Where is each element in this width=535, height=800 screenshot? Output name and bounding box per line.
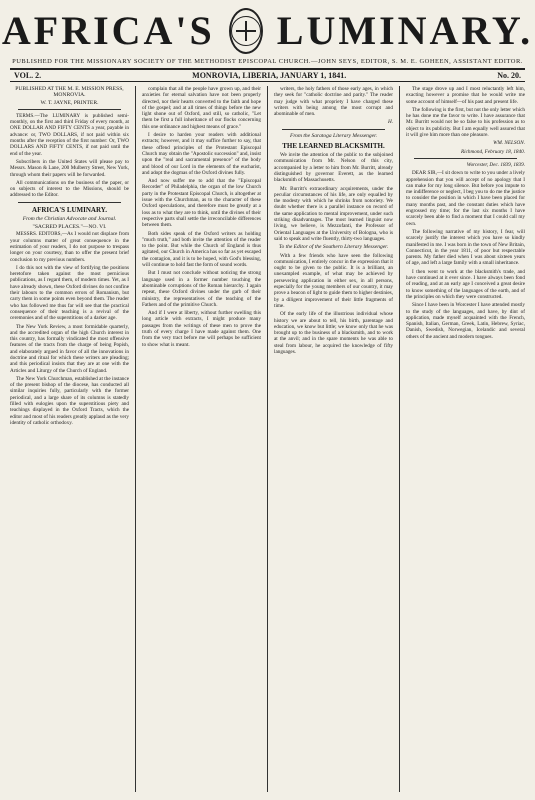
essay-paragraph: MESSRS. EDITORS,—As I would not displace from your columns matter of great consequence in the estimation of your readers, I do not purpose to trespass longer on your courtesy, than to offer the present brief conclusion to my previous numbers. xyxy=(10,231,129,263)
issue-bar xyxy=(10,68,525,82)
volume-label: VOL. 2. xyxy=(14,71,42,80)
terms-paragraph: TERMS.—The LUMINARY is published semi-monthly, on the first and third Friday of every month, at ONE DOLLAR AND FIFTY CENTS a year, payable in advance: or, TWO DOLLARS, if not paid within six months after the reception of the first number: Or, TWO DOLLARS AND FIFTY CENTS, if not paid until the end of the year. xyxy=(10,112,129,157)
masthead xyxy=(1,6,534,56)
essay-paragraph: I do this not with the view of fortifying the positions heretofore taken against the most pernicious publications, as I regard them, of modern times. Yet, as I have already shown, these Oxford divines do not confine their labours to the common errors of Romanism, but carry them in some points even beyond them. The reader who has followed me thus far will see that the practical consequence of their teaching is a revival of the ceremonies and of the superstitions of a darker age. xyxy=(10,264,129,322)
divider xyxy=(18,109,121,110)
letter-paragraph: I then went to work at the blacksmith's trade, and have continued at it ever since. I have always been fond of reading, and at an early age I conceived a great desire to know something of the languages of the earth, and of the principles on which they were constructed. xyxy=(406,268,525,300)
printer-line: W. T. JAYNE, PRINTER. xyxy=(40,99,99,106)
column-4 xyxy=(406,86,525,792)
divider xyxy=(414,158,517,159)
communications-paragraph: All communications on the business of the paper, or on subjects of interest to the Missions, should be addressed to the Editor. xyxy=(10,179,129,199)
essay-paragraph: writers, the holy fathers of those early ages, in which they seek for "catholic doctrine and parity." The reader may judge with what propriety I have charged these writers with being among the most corrupt and abominable of men. xyxy=(274,86,393,118)
imprint-line: PUBLISHED AT THE M. E. MISSION PRESS, MONROVIA. xyxy=(15,86,124,99)
essay-paragraph: complain that all the people have grown up, and their anxieties for eternal salvation have not been properly directed, nor their hearts converted to the faith and hope of the gospel; and at all times of things before the new light shone out of Oxford, and still, so catholic, "Let them be first a full inheritance of our flocks concerning this one ordinance and highest means of grace." xyxy=(142,86,261,130)
masthead-right-word: LUMINARY. xyxy=(276,8,534,53)
publisher-line: PUBLISHED FOR THE MISSIONARY SOCIETY OF THE METHODIST EPISCOPAL CHURCH.—JOHN SEYS, EDITOR, S. M. E. GOHEEN, ASSISTANT EDITOR. xyxy=(12,58,523,65)
column-1 xyxy=(10,86,129,792)
place-date: MONROVIA, LIBERIA, JANUARY 1, 1841. xyxy=(192,71,347,80)
column-rule xyxy=(135,86,136,792)
section-heading: AFRICA'S LUMINARY. xyxy=(32,205,107,214)
article-columns xyxy=(10,86,525,792)
letter-paragraph: The following narrative of my history, I fear, will scarcely justify the interest which you have so kindly manifested in me. I was born in the town of New Britain, Connecticut, in the year 1811, of poor but respectable parents. My father died when I was about sixteen years of age, and left a large family with a small inheritance. xyxy=(406,228,525,267)
letter-place: Richmond, February 18, 1840. xyxy=(461,148,525,155)
article-paragraph: With a few friends who have seen the following communication, I entirely concur in the expression that it ought to be given to the public. It is a brilliant, an unexampled example, of what may be achieved by persevering application in either sex, in all persons, especially for the young members of our country, it may prove a beacon of light to guide them to higher destinies, by a diligent improvement of their little fragments of time. xyxy=(274,252,393,309)
masthead-left-word: AFRICA'S xyxy=(1,8,215,53)
subscribers-paragraph: Subscribers in the United States will please pay to Messrs. Mason & Lane, 200 Mulberry Street, New York, through whom their papers will be forwarded. xyxy=(10,158,129,178)
divider xyxy=(282,129,385,130)
article-paragraph: The following is the first, but not the only letter which he has done me the favor to write. I have assurance that Mr. Burritt would not be so false to his profession as to object to its publicity. But I am equally well assured that it will give him more than one pleasure. xyxy=(406,106,525,139)
issue-number: No. 20. xyxy=(497,71,521,80)
essay-paragraph: I desire to harden your readers with additional extracts; however, and it may suffice further to say, that these offend principles of the Protestant Episcopal Church may obtain the "Apostolic succession" and, insist upon the "real and sacramental presence" of the body and blood of our Lord in the elements of the eucharist, and adopt the dogmas of the Oxford divines fully. xyxy=(142,132,261,176)
letter-place: Worcester, Dec. 1839, 1839. xyxy=(466,161,525,168)
article-heading: THE LEARNED BLACKSMITH. xyxy=(282,142,385,151)
article-paragraph: We invite the attention of the public to the subjoined communication from Mr. Nelson of this city, accompanied by a letter to him from Mr. Burritt, already distinguished by governor Everett, as the learned blacksmith of Massachusetts. xyxy=(274,152,393,184)
essay-paragraph: The New York Review, a most formidable quarterly, and the accredited organ of the high Church interest in this country, has formally vindicated the most offensive features of the tracts from the charge of being Popish, and elaborately argued in favor of all the innovations in doctrine and ritual for which these writers are pleading; and this periodical insists that they are at one with the Articles and Liturgy of the Church of England. xyxy=(10,323,129,374)
letter-signature: WM. NELSON. xyxy=(493,140,525,147)
letter-paragraph: Since I have been in Worcester I have attended mostly to the study of the languages, and have, by dint of application, made myself acquainted with the French, Spanish, Italian, German, Greek, Latin, Hebrew, Syriac, Danish, Swedish, Norwegian, Icelandic and several others of the ancient and modern tongues. xyxy=(406,302,525,340)
article-paragraph: Of the early life of the illustrious individual whose history we are about to tell, his birth, parentage and education, we know but little; we know only that he was brought up to the business of a blacksmith, and to work at the anvil; and in the spare moments he was able to steal from labour, he acquired the knowledge of fifty languages. xyxy=(274,311,393,355)
essay-paragraph: The New York Churchman, established at the instance of the present bishop of the diocese, has conducted all similar inquiries fully, particularly with the former periodical, and a large share of its columns is statedly filled with eulogies upon the superstitious piety and teachings displayed in the Oxford Tracts, which the editor and most of his readers greatly applaud as the very identity of catholic orthodoxy. xyxy=(10,375,129,426)
essay-paragraph: Both sides speak of the Oxford writers as holding "much truth," and both invite the attention of the reader to the point. But while the Church of England is thus agitated, our Church in America has so far as yet escaped the contagion, and it is to be hoped, with God's blessing, will continue to hold fast the form of sound words. xyxy=(142,230,261,269)
essay-source: From the Christian Advocate and Journal. xyxy=(22,215,117,222)
essay-signature: H. xyxy=(387,119,393,126)
column-rule xyxy=(267,86,268,792)
essay-subtitle: "SACRED PLACES."—NO. VI. xyxy=(32,224,107,231)
column-3 xyxy=(274,86,393,792)
article-paragraph: Mr. Burritt's extraordinary acquirements, under the peculiar circumstances of his life, are only equalled by the modesty with which he shrinks from notoriety. We doubt whether there is a parallel instance on record of the same application to mental improvement, under such striking disadvantages. The most learned linguist now living, we believe, is Mezzofanti, the Professor of Oriental Languages at the University of Bologna, who is said to speak and write fluently, thirty-two languages. xyxy=(274,185,393,242)
letter-paragraph: DEAR SIR,—I sit down to write to you under a lively apprehension that you will accept of no apology that I can make for my long silence. But before you impute to me indifference or neglect, I beg you to do me the justice to consider the position in which I have been placed for many months past, and the constant duties which have engrossed my time; for the last six months I have scarcely been able to find a moment that I could call my own. xyxy=(406,170,525,227)
column-2 xyxy=(142,86,261,792)
article-source: From the Saratoga Literary Messenger. xyxy=(289,132,378,139)
column-rule xyxy=(399,86,400,792)
divider xyxy=(18,202,121,203)
letter-address: To the Editor of the Southern Literary Messenger. xyxy=(278,244,389,251)
article-paragraph: The stage drove up and I most reluctantly left him, exacting however a promise that he would write me some account of himself—of his past and present life. xyxy=(406,86,525,105)
seal-emblem-icon xyxy=(229,8,263,54)
essay-paragraph: And now suffer me to add that the "Episcopal Recorder" of Philadelphia, the organ of the low Church party in the Protestant Episcopal Church, is altogether at issue with the Churchman, as to the character of these Oxford speculations, and therefore must be greatly at a loss as to what they are to think, until the divines of their respective parts shall settle the irreconcilable differences between them. xyxy=(142,178,261,229)
essay-paragraph: But I must not conclude without noticing the strong language used in a former number touching the abominable corruptions of the Roman hierarchy. I again repeat, these Oxford divines under the garb of their ministry, the representatives of the teaching of the Fathers and of the primitive Church. xyxy=(142,270,261,308)
essay-paragraph: And if I were at liberty, without further swelling this long article with extracts, I might produce many passages from the writings of these men to prove the truth of every charge I have made against them. One from the very tract before me will perhaps be sufficient to show what is meant. xyxy=(142,310,261,348)
